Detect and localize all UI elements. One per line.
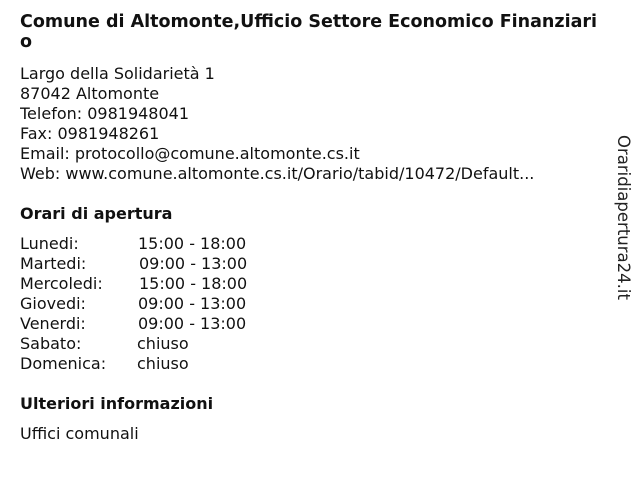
more-info-text: Uffici comunali bbox=[20, 424, 139, 443]
hours-row-wednesday bbox=[20, 274, 320, 294]
hours-time-value: 15:00 - 18:00 bbox=[139, 274, 248, 293]
hours-time-value: 09:00 - 13:00 bbox=[138, 314, 247, 333]
fax-line: Fax: 0981948261 bbox=[20, 124, 160, 143]
hours-row-thursday bbox=[20, 294, 320, 314]
hours-time-value: 09:00 - 13:00 bbox=[138, 294, 247, 313]
city-line: 87042 Altomonte bbox=[20, 84, 160, 103]
hours-day-label: Domenica: bbox=[20, 354, 107, 373]
hours-time-value: chiuso bbox=[137, 354, 189, 373]
hours-day-label: Mercoledi: bbox=[20, 274, 103, 293]
phone-line: Telefon: 0981948041 bbox=[20, 104, 190, 123]
opening-hours-heading: Orari di apertura bbox=[20, 204, 173, 223]
hours-row-monday bbox=[20, 234, 320, 254]
hours-time-value: 09:00 - 13:00 bbox=[139, 254, 248, 273]
hours-row-tuesday bbox=[20, 254, 320, 274]
hours-day-label: Martedi: bbox=[20, 254, 87, 273]
hours-day-label: Giovedi: bbox=[20, 294, 86, 313]
hours-time-value: 15:00 - 18:00 bbox=[138, 234, 247, 253]
hours-time-value: chiuso bbox=[137, 334, 189, 353]
hours-day-label: Sabato: bbox=[20, 334, 82, 353]
opening-hours-table bbox=[20, 234, 320, 374]
hours-row-saturday bbox=[20, 334, 320, 354]
more-info-heading: Ulteriori informazioni bbox=[20, 394, 214, 413]
office-title: Comune di Altomonte,Ufficio Settore Economico Finanziario bbox=[20, 12, 598, 52]
hours-day-label: Venerdi: bbox=[20, 314, 86, 333]
hours-row-sunday bbox=[20, 354, 320, 374]
address-line: Largo della Solidarietà 1 bbox=[20, 64, 215, 83]
email-line: Email: protocollo@comune.altomonte.cs.it bbox=[20, 144, 360, 163]
web-line: Web: www.comune.altomonte.cs.it/Orario/tabid/10472/Default... bbox=[20, 164, 535, 183]
hours-row-friday bbox=[20, 314, 320, 334]
hours-day-label: Lunedi: bbox=[20, 234, 79, 253]
contact-block bbox=[20, 64, 610, 184]
site-watermark: Oraridiapertura24.it bbox=[614, 135, 633, 300]
